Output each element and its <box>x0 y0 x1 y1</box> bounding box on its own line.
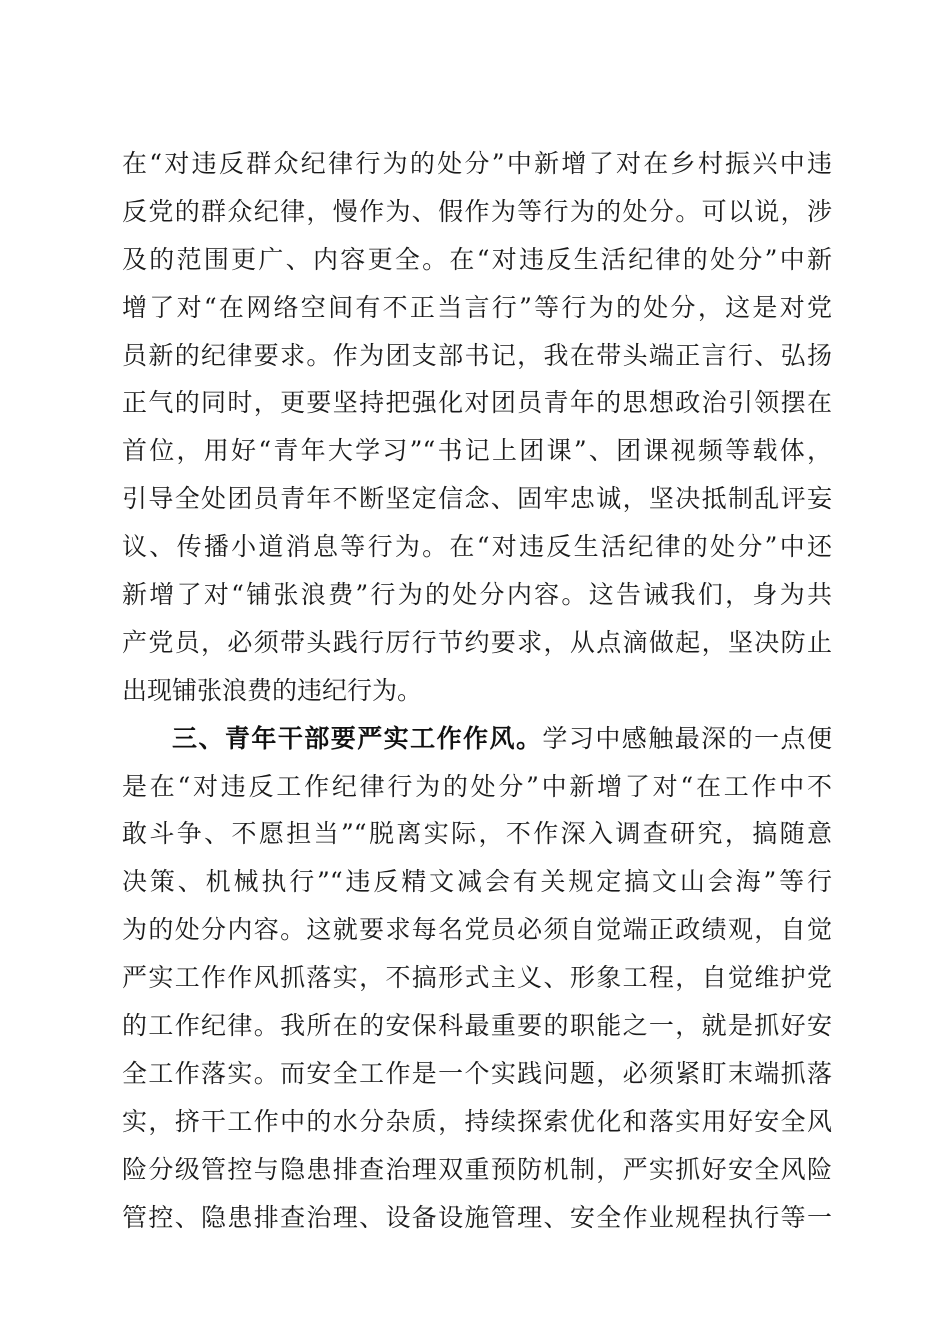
document-body <box>122 140 832 1241</box>
paragraph-line: 引导全处团员青年不断坚定信念、固牢忠诚，坚决抵制乱评妄 <box>122 484 832 514</box>
paragraph-line: 增了对“在网络空间有不正当言行”等行为的处分，这是对党 <box>122 292 832 322</box>
paragraph-line: 产党员，必须带头践行厉行节约要求，从点滴做起，坚决防止 <box>122 627 832 657</box>
paragraph-line: 出现铺张浪费的违纪行为。 <box>122 675 423 705</box>
paragraph-line: 反党的群众纪律，慢作为、假作为等行为的处分。可以说，涉 <box>122 196 832 226</box>
paragraph-line: 在“对违反群众纪律行为的处分”中新增了对在乡村振兴中违 <box>122 149 832 178</box>
section-3-heading: 三、青年干部要严实工作作风。 <box>172 723 543 753</box>
paragraph-line: 实，挤干工作中的水分杂质，持续探索优化和落实用好安全风 <box>122 1106 832 1136</box>
paragraph-line: 严实工作作风抓落实，不搞形式主义、形象工程，自觉维护党 <box>122 963 832 993</box>
paragraph-line: 决策、机械执行”“违反精文减会有关规定搞文山会海”等行 <box>122 867 832 897</box>
paragraph-line: 管控、隐患排查治理、设备设施管理、安全作业规程执行等一 <box>122 1202 832 1232</box>
section-3-first-line-text: 学习中感触最深的一点便 <box>542 723 832 753</box>
paragraph-line: 是在“对违反工作纪律行为的处分”中新增了对“在工作中不 <box>122 771 832 801</box>
paragraph-line: 全工作落实。而安全工作是一个实践问题，必须紧盯末端抓落 <box>122 1058 832 1088</box>
paragraph-line: 首位，用好“青年大学习”“书记上团课”、团课视频等载体， <box>122 436 832 466</box>
paragraph-line: 为的处分内容。这就要求每名党员必须自觉端正政绩观，自觉 <box>122 915 832 945</box>
paragraph-line: 员新的纪律要求。作为团支部书记，我在带头端正言行、弘扬 <box>122 340 832 370</box>
paragraph-line: 敢斗争、不愿担当”“脱离实际，不作深入调查研究，搞随意 <box>122 819 832 849</box>
paragraph-line: 正气的同时，更要坚持把强化对团员青年的思想政治引领摆在 <box>122 388 832 418</box>
paragraph-line: 的工作纪律。我所在的安保科最重要的职能之一，就是抓好安 <box>122 1011 832 1041</box>
section-3-first-line <box>122 715 832 763</box>
paragraph-line: 及的范围更广、内容更全。在“对违反生活纪律的处分”中新 <box>122 244 832 274</box>
paragraph-line: 议、传播小道消息等行为。在“对违反生活纪律的处分”中还 <box>122 532 832 562</box>
paragraph-line: 新增了对“铺张浪费”行为的处分内容。这告诫我们，身为共 <box>122 580 832 610</box>
paragraph-line: 险分级管控与隐患排查治理双重预防机制，严实抓好安全风险 <box>122 1154 832 1184</box>
